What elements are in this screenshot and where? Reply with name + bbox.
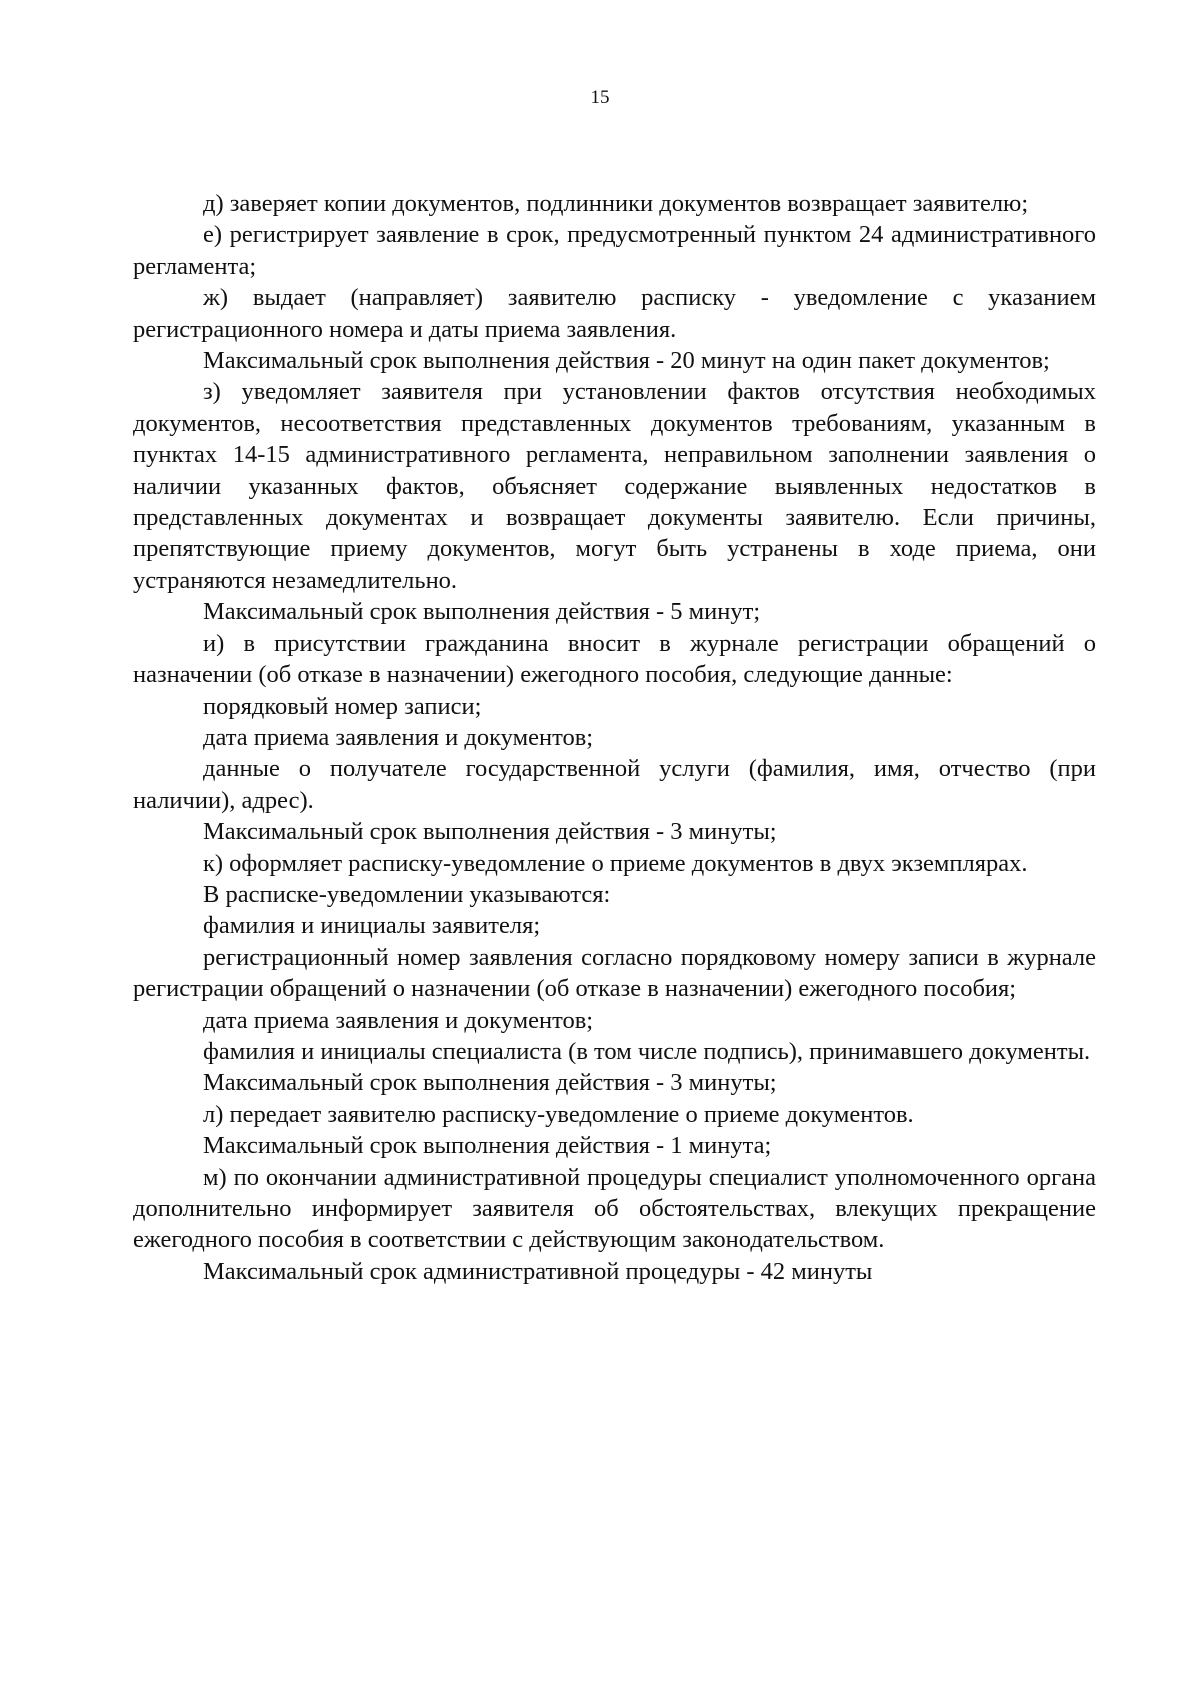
paragraph-item-zh: ж) выдает (направляет) заявителю расписку - уведомление с указанием регистрационного номера и даты приема заявления. [133,284,1096,343]
document-body [133,188,1096,1287]
paragraph-time-limit: Максимальный срок выполнения действия - 20 минут на один пакет документов; [203,347,1050,375]
paragraph-time-limit: Максимальный срок выполнения действия - 3 минуты; [203,1069,777,1097]
paragraph-list-entry: регистрационный номер заявления согласно порядковому номеру записи в журнале регистрации обращений о назначении (об отказе в назначении) ежегодного пособия; [133,943,1096,1003]
paragraph-receipt-intro: В расписке-уведомлении указываются: [203,880,611,908]
paragraph-item-e: е) регистрирует заявление в срок, предусмотренный пунктом 24 административного регламента; [133,221,1096,280]
paragraph-item-z: з) уведомляет заявителя при установлении фактов отсутствия необходимых документов, несоответствия представленных документов требованиям, указанным в пунктах 14-15 административного регламента, неправильном заполнении заявления о наличии указанных фактов, объясняет содержание выявленных недостатков в представленных документах и возвращает документы заявителю. Если причины, препятствующие приему документов, могут быть устранены в ходе приема, они устраняются незамедлительно. [133,378,1096,594]
paragraph-list-entry: фамилия и инициалы специалиста (в том числе подпись), принимавшего документы. [203,1037,1091,1065]
paragraph-list-entry: данные о получателе государственной услуги (фамилия, имя, отчество (при наличии), адрес). [133,755,1096,814]
paragraph-time-limit: Максимальный срок выполнения действия - 5 минут; [203,598,761,626]
paragraph-total-time-limit: Максимальный срок административной процедуры - 42 минуты [203,1257,873,1285]
paragraph-item-i: и) в присутствии гражданина вносит в журнале регистрации обращений о назначении (об отказе в назначении) ежегодного пособия, следующие данные: [133,629,1096,689]
paragraph-list-entry: фамилия и инициалы заявителя; [203,912,541,940]
page-number: 15 [590,87,610,108]
paragraph-item-l: л) передает заявителю расписку-уведомление о приеме документов. [203,1100,914,1128]
paragraph-list-entry: дата приема заявления и документов; [203,1006,594,1034]
paragraph-item-k: к) оформляет расписку-уведомление о приеме документов в двух экземплярах. [203,849,1028,877]
paragraph-item-d: д) заверяет копии документов, подлинники документов возвращает заявителю; [203,190,1029,217]
paragraph-time-limit: Максимальный срок выполнения действия - 3 минуты; [203,818,777,846]
paragraph-list-entry: дата приема заявления и документов; [203,723,594,751]
paragraph-item-m: м) по окончании административной процедуры специалист уполномоченного органа дополнительно информирует заявителя об обстоятельствах, влекущих прекращение ежегодного пособия в соответствии с действующим законодательством. [133,1163,1096,1254]
paragraph-list-entry: порядковый номер записи; [203,692,482,720]
paragraph-time-limit: Максимальный срок выполнения действия - 1 минута; [203,1132,772,1160]
